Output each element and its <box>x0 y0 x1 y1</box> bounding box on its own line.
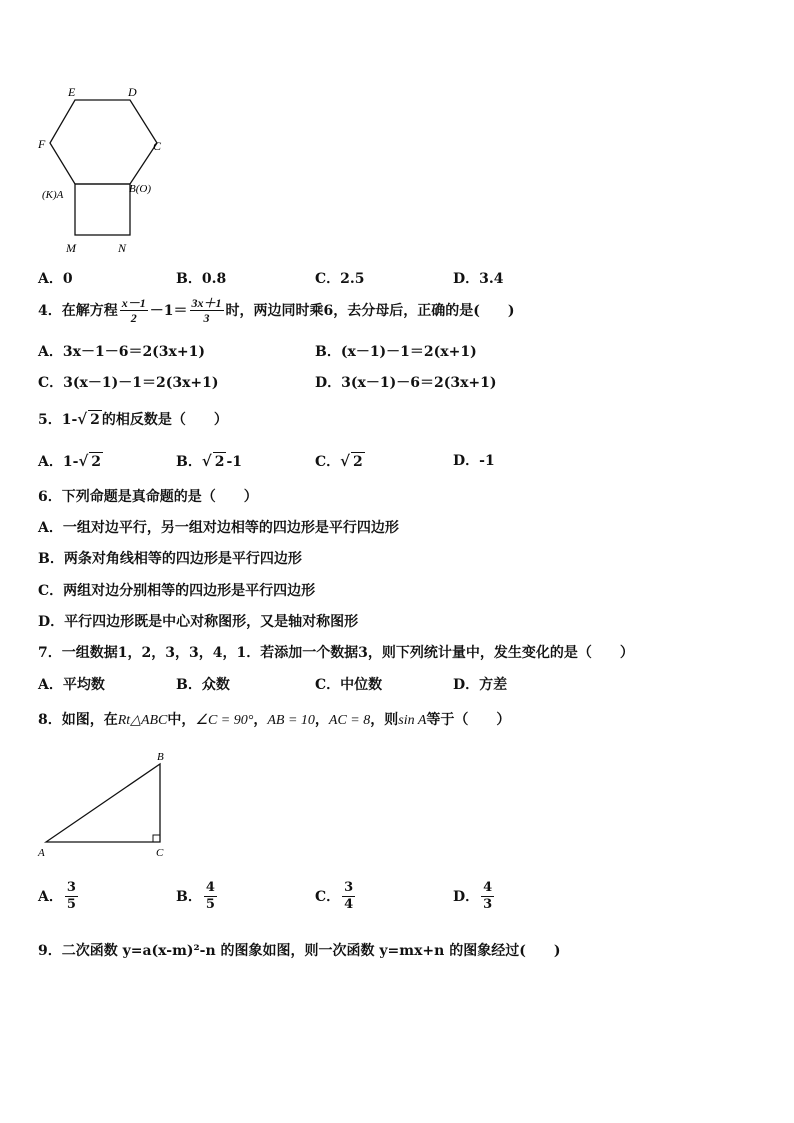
triangle-shape <box>46 764 160 842</box>
label-m: M <box>66 241 76 255</box>
q4-fraction-left: $\frac{x-1}{2}$ <box>121 296 146 325</box>
q5-option-a[interactable]: A．1-√ 2 <box>38 452 102 470</box>
label-c: C <box>156 847 164 859</box>
q5-option-d[interactable]: D．-1 <box>453 453 495 469</box>
label-a: A <box>38 847 45 859</box>
label-d: D <box>128 85 137 99</box>
q7-option-a[interactable]: A．平均数 <box>38 677 105 693</box>
q6-option-d[interactable]: D．平行四边形既是中心对称图形，又是轴对称图形 <box>38 614 359 630</box>
q3-option-a[interactable]: A．0 <box>38 271 73 287</box>
q5-option-c[interactable]: C．√ 2 <box>315 452 363 470</box>
q4-stem: 4．在解方程 $\frac{x-1}{2}$ －1＝ $\frac{3x+1}{3}$ 时，两边同时乘6，去分母后，正确的是( ) <box>38 296 515 325</box>
q6-stem: 6．下列命题是真命题的是（ ） <box>38 489 258 505</box>
label-c: C <box>153 139 162 153</box>
q7-stem: 7．一组数据1，2，3，3，4，1．若添加一个数据3，则下列统计量中，发生变化的是（ ） <box>38 645 634 661</box>
q6-option-b[interactable]: B．两条对角线相等的四边形是平行四边形 <box>38 551 302 567</box>
hexagon-shape <box>50 100 157 184</box>
q3-option-d[interactable]: D．3.4 <box>453 271 504 287</box>
q5-option-b[interactable]: B．√ 2 -1 <box>176 452 243 470</box>
q8-option-d[interactable]: D． $\frac{4}{3}$ <box>453 880 493 912</box>
q5-stem: 5．1-√ 2 的相反数是（ ） <box>38 410 228 428</box>
q9-stem: 9．二次函数 y=a(x-m)²-n 的图象如图，则一次函数 y=mx+n 的图象经过( ) <box>38 943 561 959</box>
q4-option-c[interactable]: C．3(x－1)－1＝2(3x+1) <box>38 375 219 391</box>
q8-option-a[interactable]: A． $\frac{3}{5}$ <box>38 880 76 912</box>
right-triangle-figure <box>30 748 180 860</box>
label-e: E <box>68 85 76 99</box>
q4-option-d[interactable]: D．3(x－1)－6＝2(3x+1) <box>315 375 497 391</box>
label-b: B <box>157 751 164 763</box>
q8-option-b[interactable]: B． $\frac{4}{5}$ <box>176 880 215 912</box>
label-bo: B(O) <box>129 183 151 195</box>
q4-option-b[interactable]: B．(x－1)－1＝2(x+1) <box>315 344 477 360</box>
q8-stem: 8．如图，在Rt△ABC中，∠C = 90°，AB = 10，AC = 8，则sin A等于（ ） <box>38 712 511 728</box>
label-n: N <box>118 241 127 255</box>
q7-option-d[interactable]: D．方差 <box>453 677 508 693</box>
hexagon-square-figure <box>30 80 180 260</box>
label-f: F <box>38 137 46 151</box>
q4-option-a[interactable]: A．3x－1－6＝2(3x+1) <box>38 344 205 360</box>
q4-fraction-right: $\frac{3x+1}{3}$ <box>191 296 222 325</box>
q6-option-a[interactable]: A．一组对边平行，另一组对边相等的四边形是平行四边形 <box>38 520 399 536</box>
q3-option-c[interactable]: C．2.5 <box>315 271 365 287</box>
q8-option-c[interactable]: C． $\frac{3}{4}$ <box>315 880 354 912</box>
right-angle-mark <box>153 835 160 842</box>
label-ka: (K)A <box>42 189 64 201</box>
q3-option-b[interactable]: B．0.8 <box>176 271 227 287</box>
q7-option-c[interactable]: C．中位数 <box>315 677 383 693</box>
q6-option-c[interactable]: C．两组对边分别相等的四边形是平行四边形 <box>38 583 316 599</box>
q7-option-b[interactable]: B．众数 <box>176 677 230 693</box>
square-shape <box>75 184 130 235</box>
